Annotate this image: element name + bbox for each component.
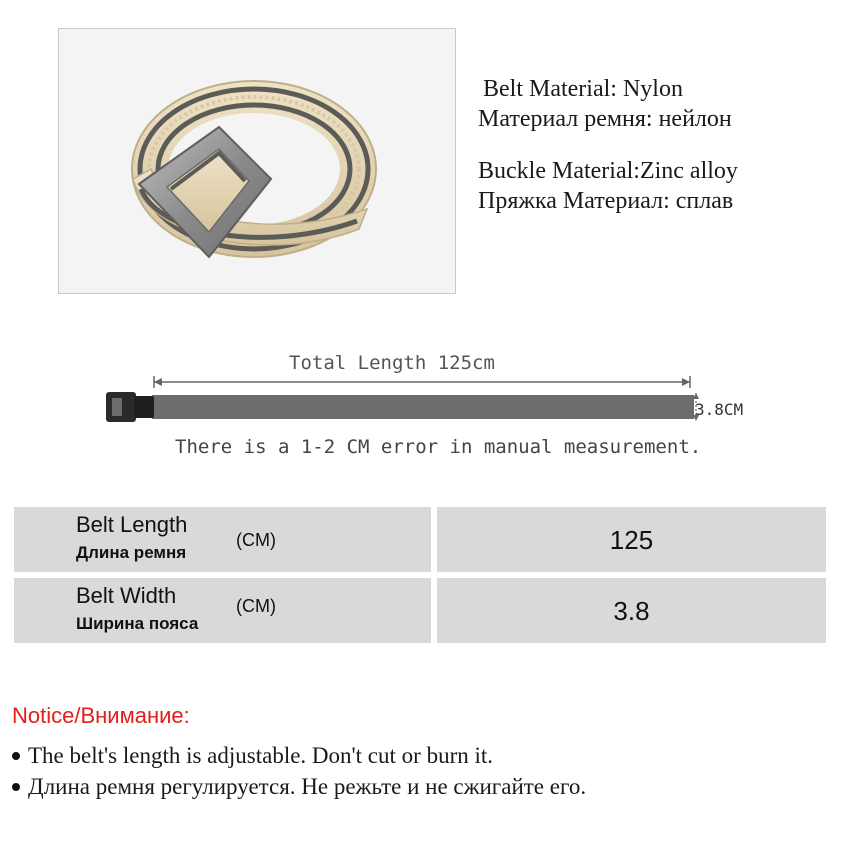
measurement-error-note: There is a 1-2 CM error in manual measurement. — [175, 436, 702, 458]
bullet-icon — [12, 783, 20, 791]
bullet-icon — [12, 752, 20, 760]
belt-width-label-en: Belt Width — [76, 583, 177, 608]
notice-title: Notice/Внимание: — [12, 703, 190, 728]
list-item — [12, 743, 493, 769]
measurement-diagram — [100, 338, 790, 468]
quick-release-buckle-icon — [106, 392, 154, 422]
belt-length-unit: (CM) — [236, 530, 276, 550]
table-row — [14, 507, 826, 572]
buckle-material-en: Buckle Material:Zinc alloy — [478, 158, 738, 184]
table-value-cell — [437, 578, 826, 643]
belt-width-unit: (CM) — [236, 596, 276, 616]
table-label-cell — [14, 578, 431, 643]
belt-length-label-ru: Длина ремня — [76, 543, 187, 562]
belt-material-en: Belt Material: Nylon — [483, 76, 683, 102]
belt-product-photo — [58, 28, 456, 294]
list-item — [12, 774, 586, 800]
material-specs — [478, 74, 732, 134]
belt-material-ru: Материал ремня: нейлон — [478, 106, 732, 132]
belt-length-value: 125 — [609, 525, 654, 555]
table-value-cell — [437, 507, 826, 572]
belt-width-label: 3.8CM — [695, 400, 744, 419]
buckle-material-ru: Пряжка Материал: сплав — [478, 188, 734, 214]
belt-coil-illustration — [59, 29, 455, 293]
notice-item-text: Длина ремня регулируется. Не режьте и не сжигайте его. — [28, 774, 587, 799]
notice-item-text: The belt's length is adjustable. Don't cut or burn it. — [28, 743, 494, 768]
table-label-cell — [14, 507, 431, 572]
belt-length-label-en: Belt Length — [76, 512, 188, 537]
table-row — [14, 578, 826, 643]
total-length-label: Total Length 125cm — [289, 352, 495, 374]
buckle-specs — [478, 156, 738, 216]
belt-width-value: 3.8 — [613, 596, 650, 626]
belt-width-label-ru: Ширина пояса — [76, 614, 199, 633]
